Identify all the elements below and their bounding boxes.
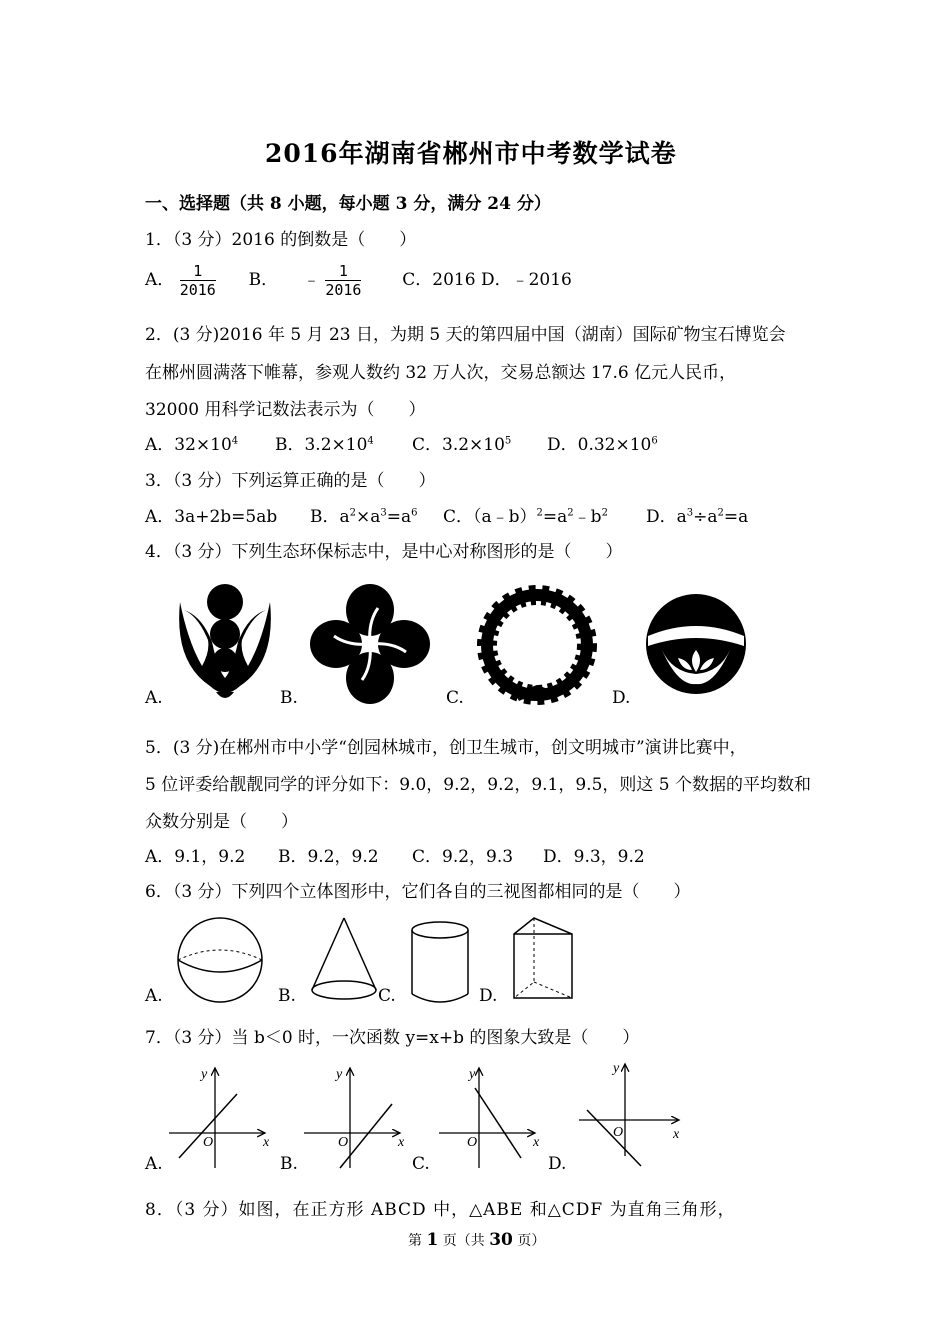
q3-stem: 3．（3 分）下列运算正确的是（ ） — [145, 471, 436, 491]
q7-graph-d-x-label: x — [673, 1127, 680, 1142]
q3-option-b: B．$a^2\times a^3=a^6$ — [310, 507, 418, 527]
q1-stem: 1．（3 分）2016 的倒数是（ ） — [145, 230, 417, 250]
q1-option-b-denominator: 2016 — [325, 281, 362, 299]
q1-option-b-label: B． — [248, 270, 279, 290]
q6-sphere-image — [174, 914, 266, 1006]
q7-graph-c-x-label: x — [533, 1135, 540, 1150]
q2-option-d: D．$0.32\times 10^6$ — [547, 435, 658, 455]
q7-graph-b — [300, 1060, 415, 1170]
q3-option-a: A．3a+2b=5ab — [145, 507, 278, 527]
q7-label-b: B. — [280, 1154, 298, 1174]
q7-graph-b-x-label: x — [398, 1135, 405, 1150]
q5-line-3: 众数分别是（ ） — [145, 812, 298, 832]
q7-graph-d — [575, 1056, 690, 1170]
footer-total-pages: 30 — [489, 1230, 513, 1250]
q7-graph-c-y-label: y — [469, 1067, 476, 1082]
q6-label-a: A. — [145, 986, 163, 1006]
q4-label-b: B. — [280, 688, 298, 708]
q5-option-b: B．9.2，9.2 — [278, 847, 379, 867]
q4-stem: 4．（3 分）下列生态环保标志中，是中心对称图形的是（ ） — [145, 542, 623, 562]
q7-graph-b-origin: O — [338, 1135, 349, 1150]
q7-graph-a-origin: O — [203, 1135, 214, 1150]
q1-option-b-numerator: 1 — [325, 262, 361, 281]
q4-logo-d-image — [642, 588, 750, 700]
q5-option-c: C．9.2，9.3 — [412, 847, 514, 867]
q4-logo-c-image — [475, 585, 599, 707]
q4-label-d: D. — [612, 688, 631, 708]
q1-option-cd: C．2016 D．﹣2016 — [402, 270, 572, 290]
footer-page-number: 1 — [426, 1230, 439, 1250]
q7-graph-a — [165, 1060, 280, 1170]
q5-option-a: A．9.1，9.2 — [145, 847, 246, 867]
q2-line-3: 32000 用科学记数法表示为（ ） — [145, 400, 426, 420]
q4-label-a: A. — [145, 688, 163, 708]
section-heading: 一、选择题（共 8 小题，每小题 3 分，满分 24 分） — [145, 194, 551, 214]
q3-option-d: D．$a^3\div a^2=a$ — [646, 507, 749, 527]
q7-graph-a-y-label: y — [201, 1067, 208, 1082]
q7-graph-d-y-label: y — [613, 1061, 620, 1076]
q5-option-d: D．9.3，9.2 — [543, 847, 645, 867]
q1-option-b-fraction — [325, 262, 361, 299]
q7-label-c: C. — [412, 1154, 430, 1174]
q1-option-a-denominator: 2016 — [179, 281, 216, 299]
q6-cone-image — [308, 914, 380, 1006]
q1-option-b-sign: ﹣ — [302, 270, 320, 290]
q7-label-a: A. — [145, 1154, 163, 1174]
q6-label-c: C. — [378, 986, 396, 1006]
q7-graph-c-origin: O — [467, 1135, 478, 1150]
q7-graph-c — [435, 1060, 550, 1170]
q6-stem: 6．（3 分）下列四个立体图形中，它们各自的三视图都相同的是（ ） — [145, 882, 691, 902]
q7-graph-d-origin: O — [613, 1125, 624, 1140]
q7-stem: 7．（3 分）当 b＜0 时，一次函数 y=x+b 的图象大致是（ ） — [145, 1028, 640, 1048]
page-footer: 第 1 页（共 30 页） — [408, 1230, 546, 1250]
q1-options — [145, 262, 572, 299]
q3-option-c: C．$(a﹣b)^2=a^2﹣b^2$ — [443, 507, 608, 527]
q6-cylinder-image — [408, 918, 472, 1008]
q5-line-1: 5．(3 分)在郴州市中小学“创园林城市，创卫生城市，创文明城市”演讲比赛中， — [145, 738, 747, 758]
q2-line-2: 在郴州圆满落下帷幕，参观人数约 32 万人次，交易总额达 17.6 亿元人民币， — [145, 363, 737, 383]
q6-label-d: D. — [479, 986, 498, 1006]
q2-option-b: B．$3.2\times 10^4$ — [275, 435, 374, 455]
q1-option-a-fraction — [180, 262, 216, 299]
q4-logo-b-image — [308, 582, 434, 706]
q4-label-c: C. — [446, 688, 464, 708]
q5-line-2: 5 位评委给靓靓同学的评分如下：9.0，9.2，9.2，9.1，9.5，则这 5 个数据的平均数和 — [145, 775, 812, 795]
q7-graph-b-y-label: y — [336, 1067, 343, 1082]
q1-option-a-numerator: 1 — [180, 262, 216, 281]
q4-logo-a-image — [170, 582, 280, 706]
q2-line-1: 2．(3 分)2016 年 5 月 23 日，为期 5 天的第四届中国（湖南）国际矿物宝石博览会 — [145, 325, 786, 345]
q6-label-b: B. — [278, 986, 296, 1006]
q7-label-d: D. — [548, 1154, 567, 1174]
q1-option-a-label: A． — [145, 270, 175, 290]
q6-prism-image — [508, 912, 578, 1004]
q2-option-c: C．$3.2\times 10^5$ — [412, 435, 512, 455]
page-title: 2016年湖南省郴州市中考数学试卷 — [265, 139, 677, 168]
q8-stem: 8．（3 分）如图，在正方形 ABCD 中，△ABE 和△CDF 为直角三角形， — [145, 1200, 736, 1220]
q7-graph-a-x-label: x — [263, 1135, 270, 1150]
q2-option-a: A．$32\times 10^4$ — [145, 435, 239, 455]
